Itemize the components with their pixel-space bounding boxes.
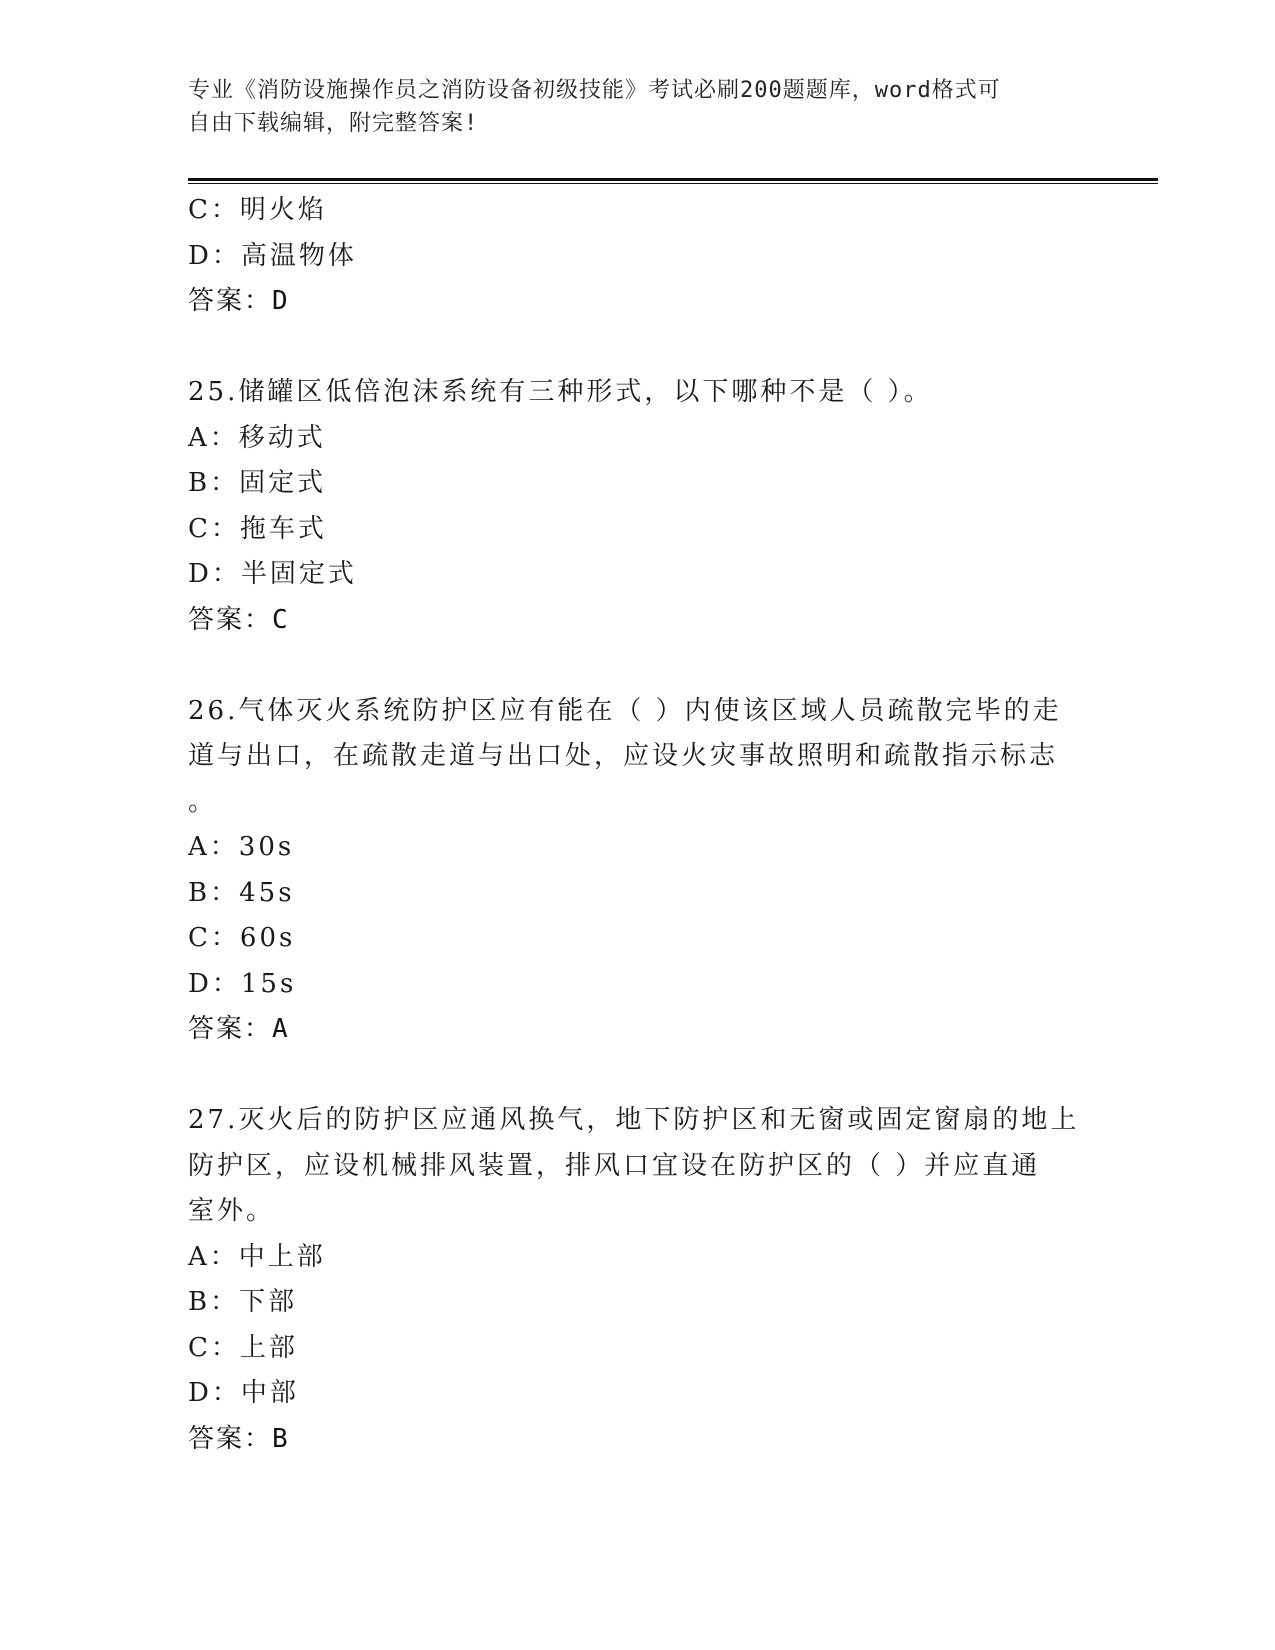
- option-c: [188, 507, 1088, 553]
- option-text: 上部: [239, 1332, 298, 1363]
- question-stem: 26.气体灭火系统防护区应有能在（ ）内使该区域人员疏散完毕的走: [188, 695, 1062, 726]
- answer-label: 答案：: [188, 604, 273, 635]
- question-continued: [188, 188, 1088, 325]
- document-header: [188, 74, 1068, 140]
- question-spacer: [188, 325, 1088, 371]
- answer-line: [188, 279, 1088, 325]
- answer-label: 答案：: [188, 1014, 273, 1044]
- option-text: 15s: [240, 968, 297, 999]
- answer-line: [188, 1007, 1088, 1053]
- header-divider-thin: [188, 183, 1158, 184]
- option-label: C：: [188, 923, 240, 953]
- option-label: A：: [188, 1241, 239, 1272]
- option-label: D：: [188, 1378, 241, 1408]
- header-line-2: 自由下载编辑，附完整答案!: [188, 111, 479, 136]
- answer-value: D: [272, 286, 290, 316]
- option-label: D：: [188, 968, 241, 999]
- option-text: 半固定式: [240, 559, 357, 589]
- option-label: C：: [188, 195, 240, 225]
- question-26: [188, 689, 1088, 1053]
- option-label: B：: [188, 877, 240, 908]
- option-text: 30s: [238, 832, 295, 862]
- option-d: [188, 234, 1088, 280]
- option-label: B：: [188, 468, 240, 498]
- answer-label: 答案：: [188, 1423, 273, 1454]
- option-b: [188, 871, 1088, 917]
- answer-line: [188, 598, 1088, 644]
- option-text: 明火焰: [239, 195, 327, 225]
- header-line-1: 专业《消防设施操作员之消防设备初级技能》考试必刷200题题库，word格式可: [188, 78, 1001, 103]
- option-c: [188, 188, 1088, 234]
- question-list: [188, 188, 1088, 1462]
- option-d: [188, 552, 1088, 598]
- option-label: C：: [188, 513, 240, 544]
- option-a: [188, 416, 1088, 462]
- option-a: [188, 1235, 1088, 1281]
- header-divider-thick: [188, 178, 1158, 181]
- option-text: 中上部: [238, 1241, 326, 1272]
- option-text: 45s: [239, 877, 295, 908]
- question-stem: 25.储罐区低倍泡沫系统有三种形式，以下哪种不是（ ）。: [188, 377, 933, 407]
- question-stem-continued: 。: [188, 786, 218, 817]
- question-stem-continued: 室外。: [188, 1196, 276, 1226]
- option-b: [188, 1280, 1088, 1326]
- answer-label: 答案：: [188, 286, 273, 316]
- option-text: 拖车式: [239, 513, 327, 544]
- option-text: 固定式: [239, 468, 327, 498]
- question-stem: 27.灭火后的防护区应通风换气，地下防护区和无窗或固定窗扇的地上: [188, 1105, 1080, 1135]
- option-d: [188, 962, 1088, 1008]
- question-27: [188, 1098, 1088, 1462]
- answer-value: A: [272, 1014, 290, 1044]
- answer-line: [188, 1417, 1088, 1463]
- option-label: D：: [188, 559, 241, 589]
- option-label: D：: [188, 240, 241, 271]
- option-label: C：: [188, 1332, 240, 1363]
- question-25: [188, 370, 1088, 643]
- option-b: [188, 461, 1088, 507]
- option-text: 中部: [240, 1378, 299, 1408]
- answer-value: C: [272, 604, 290, 635]
- answer-value: B: [272, 1423, 290, 1454]
- option-text: 下部: [239, 1287, 298, 1317]
- question-stem-continued: 防护区，应设机械排风装置，排风口宜设在防护区的（ ）并应直通: [188, 1150, 1041, 1181]
- option-label: B：: [188, 1287, 240, 1317]
- option-text: 高温物体: [240, 240, 357, 271]
- option-c: [188, 1326, 1088, 1372]
- option-a: [188, 825, 1088, 871]
- option-text: 移动式: [238, 422, 326, 453]
- option-d: [188, 1371, 1088, 1417]
- option-label: A：: [188, 832, 239, 862]
- question-spacer: [188, 643, 1088, 689]
- option-label: A：: [188, 422, 239, 453]
- question-stem-continued: 道与出口，在疏散走道与出口处，应设火灾事故照明和疏散指示标志: [188, 741, 1059, 771]
- option-c: [188, 916, 1088, 962]
- question-spacer: [188, 1053, 1088, 1099]
- option-text: 60s: [239, 923, 296, 953]
